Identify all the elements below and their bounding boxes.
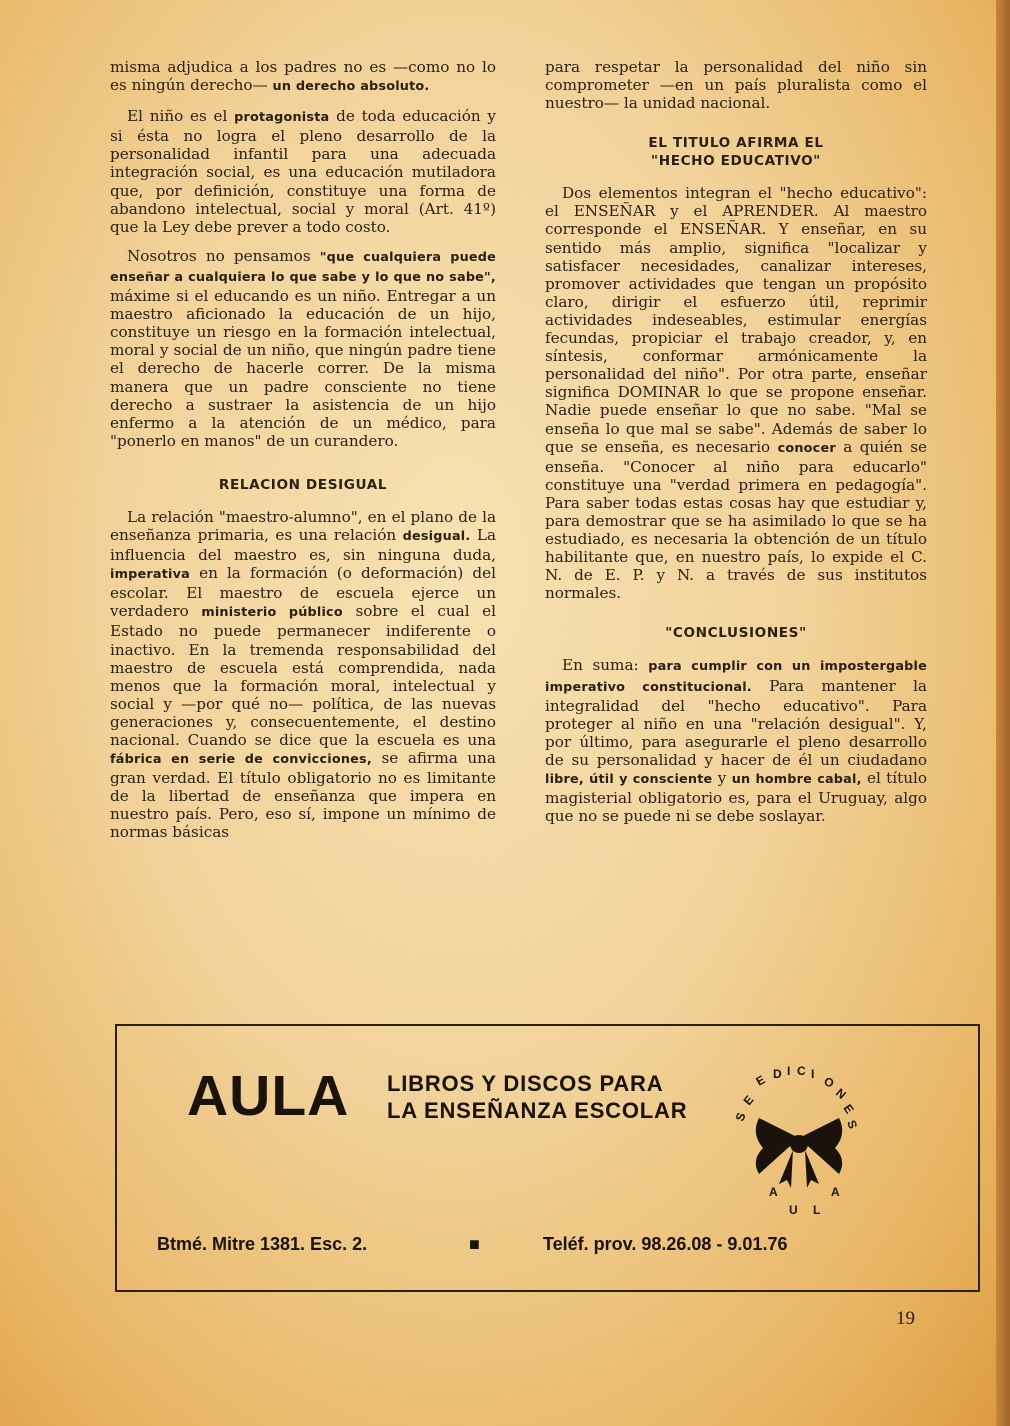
svg-text:E: E	[740, 1092, 757, 1108]
text: Para mantener la integralidad del "hecho educativo". Para proteger al niño en una "relación desigual". Y, por último, para asegurarle el pleno desarrollo de su personalidad y hacer de él un ciudadano	[545, 676, 927, 769]
left-column	[110, 58, 496, 853]
svg-text:S: S	[732, 1110, 749, 1124]
bold-text: conocer	[777, 440, 836, 456]
svg-text:O: O	[821, 1074, 837, 1091]
section-heading: RELACION DESIGUAL	[218, 476, 388, 493]
svg-text:E: E	[840, 1101, 857, 1117]
bold-text: un derecho absoluto.	[272, 79, 430, 95]
paragraph: para respetar la personalidad del niño sin comprometer —en un país pluralista como el nuestro— la unidad nacional.	[545, 58, 927, 113]
paragraph	[110, 247, 496, 450]
ediciones-aula-logo	[729, 1066, 869, 1226]
bold-text: "que cualquiera puede enseñar a cualquiera lo que sabe y lo que no sabe",	[110, 249, 496, 285]
svg-text:N: N	[833, 1085, 849, 1102]
ad-separator: ■	[469, 1234, 480, 1254]
text: En suma:	[562, 656, 639, 675]
bold-text: ministerio público	[201, 605, 343, 621]
bow-icon	[729, 1066, 869, 1226]
svg-text:I: I	[811, 1067, 815, 1081]
text: sobre el cual el Estado no puede permanecer indiferente o inactivo. En la tremenda responsabilidad del maestro de escuela está comprendida, nada menos que la formación moral, intelectual y social y —por qué no— política, de las nuevas generaciones y, consecuentemente, el destino nacional. Cuando se dice que la escuela es una	[110, 602, 497, 749]
heading-line: "HECHO EDUCATIVO"	[651, 153, 821, 170]
paragraph	[545, 184, 927, 602]
right-column	[545, 58, 927, 836]
text: Dos elementos integran el "hecho educativo": el ENSEÑAR y el APRENDER. Al maestro corresponde el ENSEÑAR. Y enseñar, en su sentido más amplio, significa "localizar y satisfacer necesidades, canalizar intereses, promover actividades que tengan un propósito claro, dirigir el esfuerzo útil, reprimir actividades indeseables, estimular energías fecundas, propiciar el trabajo creador, y, en síntesis, conformar armónicamente la personalidad del niño". Por otra parte, enseñar significa DOMINAR lo que se propone enseñar. Nadie puede enseñar lo que no sabe. "Mal se enseña lo que mal se sabe". Además de saber lo que se enseña, es necesario	[545, 184, 927, 456]
section-heading	[545, 134, 927, 170]
ad-tagline-line: LIBROS Y DISCOS PARA	[387, 1071, 664, 1096]
text: a quién se enseña. "Conocer al niño para educarlo" constituye una "verdad primera en pedagogía". Para saber todas estas cosas hay que estudiar y, para demostrar que se ha asimilado lo que se ha estudiado, es necesaria la obtención de un título habilitante que, en nuestro país, lo expide el C. N. de E. P. y N. a través de sus institutos normales.	[545, 437, 927, 603]
svg-text:C: C	[797, 1066, 806, 1078]
text: misma adjudica a los padres no es —como no lo es ningún derecho—	[110, 58, 496, 95]
paragraph	[110, 107, 496, 236]
svg-text:D: D	[773, 1067, 782, 1081]
text: en la formación (o deformación) del escolar. El maestro de escuela ejerce un verdadero	[110, 564, 496, 621]
svg-text:U: U	[789, 1203, 798, 1217]
svg-text:L: L	[813, 1203, 821, 1217]
aula-advertisement	[115, 1024, 980, 1292]
section-heading: "CONCLUSIONES"	[665, 625, 807, 642]
ad-brand: AULA	[187, 1064, 350, 1128]
svg-text:A: A	[831, 1185, 840, 1199]
bold-text: fábrica en serie de convicciones,	[110, 752, 372, 768]
bold-text: protagonista	[234, 110, 330, 126]
page-edge	[996, 0, 1010, 1426]
svg-text:I: I	[787, 1066, 791, 1078]
ad-tagline	[387, 1070, 687, 1124]
text: el título magisterial obligatorio es, para el Uruguay, algo que no se puede ni se debe soslayar.	[545, 769, 927, 826]
text: y	[717, 769, 727, 787]
text: Nosotros no pensamos	[127, 246, 311, 265]
heading-line: EL TITULO AFIRMA EL	[648, 135, 824, 152]
svg-text:A: A	[769, 1185, 778, 1199]
text: La influencia del maestro es, sin ninguna duda,	[110, 525, 497, 565]
bold-text: un hombre cabal,	[731, 772, 862, 787]
page-number: 19	[896, 1308, 915, 1329]
text: de toda educación y si ésta no logra el pleno desarrollo de la personalidad infantil para una adecuada integración social, es una educación mutiladora que, por definición, constituye una forma de abandono intelectual, social y moral (Art. 41º) que la Ley debe prever a todo costo.	[110, 107, 497, 236]
bold-text: imperativa	[110, 567, 190, 583]
text: máxime si el educando es un niño. Entregar a un maestro aficionado la educación de un hijo, constituye un riesgo en la formación intelectual, moral y social de un niño, que ningún padre tiene el derecho de hacerle correr. De la misma manera que un padre consciente no tiene derecho a sustraer la asistencia de un hijo enfermo a la atención de un médico, para "ponerlo en manos" de un curandero.	[110, 287, 496, 450]
svg-text:S: S	[844, 1118, 861, 1131]
ad-phone: Teléf. prov. 98.26.08 - 9.01.76	[543, 1234, 788, 1254]
ad-tagline-line: LA ENSEÑANZA ESCOLAR	[387, 1098, 688, 1123]
text: La relación "maestro-alumno", en el plano de la enseñanza primaria, es una relación	[110, 507, 496, 544]
bold-text: libre, útil y consciente	[545, 772, 713, 787]
text: El niño es el	[127, 107, 228, 126]
ad-address: Btmé. Mitre 1381. Esc. 2.	[157, 1234, 368, 1254]
paragraph	[545, 656, 927, 825]
paragraph	[110, 508, 496, 842]
text: se afirma una gran verdad. El título obligatorio no es limitante de la libertad de enseñanza que impera en nuestro país. Pero, eso sí, impone un mínimo de normas básicas	[110, 749, 496, 842]
paragraph	[110, 58, 496, 96]
svg-text:E: E	[753, 1072, 768, 1089]
bold-text: desigual.	[402, 528, 471, 544]
bold-text: para cumplir con un impostergable imperativo constitucional.	[545, 659, 927, 695]
